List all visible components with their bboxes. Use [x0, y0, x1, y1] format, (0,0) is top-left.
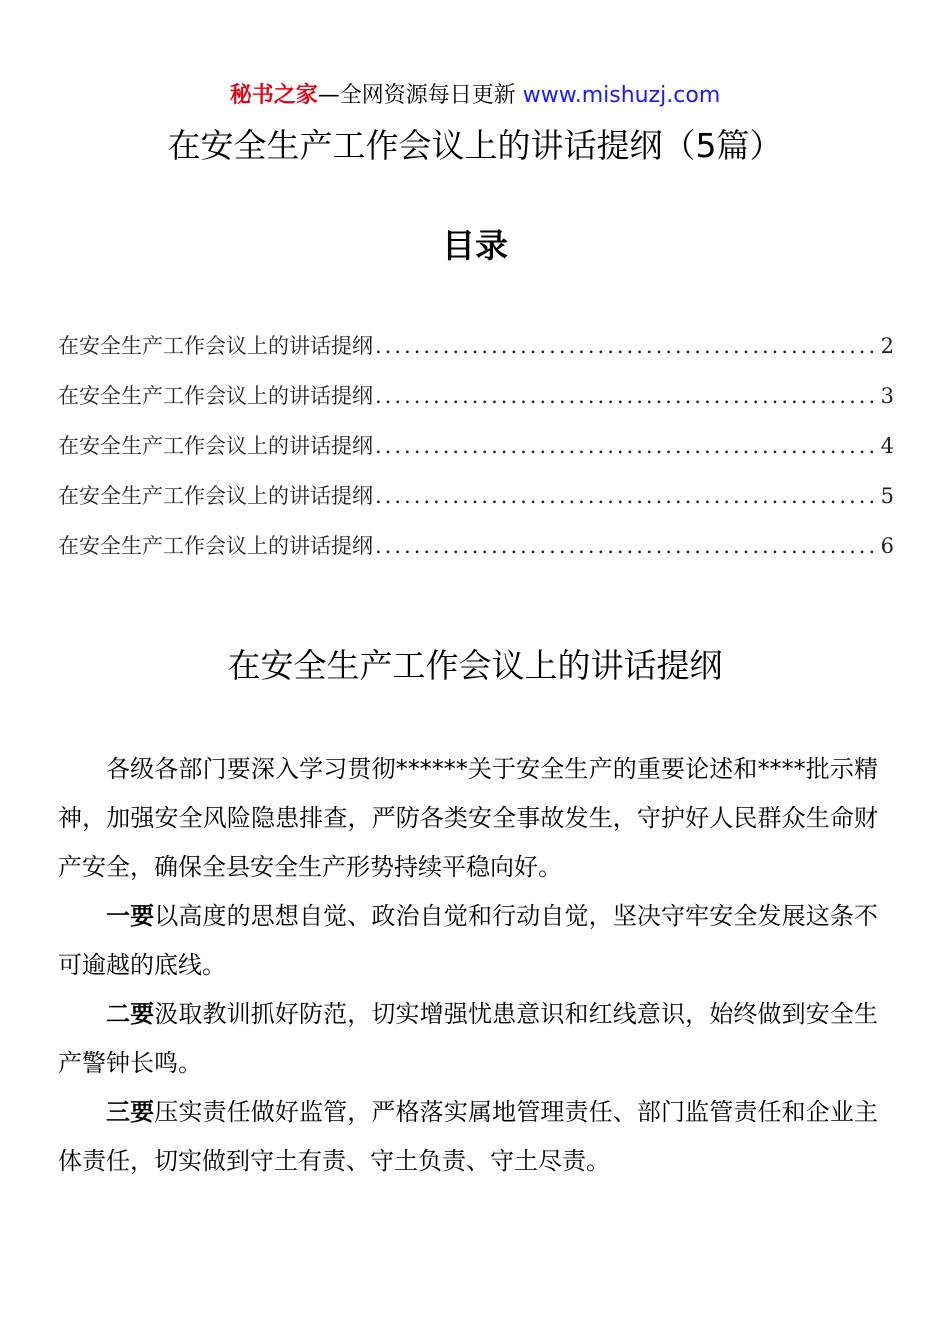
toc-entry-page: 6 [880, 534, 894, 558]
table-of-contents [58, 324, 894, 574]
toc-entry-page: 5 [880, 484, 894, 508]
toc-entry[interactable] [58, 474, 894, 524]
toc-leader-dots [375, 424, 879, 468]
point-text: 以高度的思想自觉、政治自觉和行动自觉，坚决守牢安全发展这条不可逾越的底线。 [58, 902, 879, 979]
toc-leader-dots [375, 374, 879, 418]
toc-entry[interactable] [58, 424, 894, 474]
toc-leader-dots [375, 524, 879, 568]
toc-entry-label: 在安全生产工作会议上的讲话提纲 [58, 384, 373, 408]
point-paragraph [58, 1088, 878, 1186]
toc-entry[interactable] [58, 524, 894, 574]
point-paragraph [58, 892, 878, 990]
brand-name: 秘书之家 [229, 83, 318, 108]
document-title: 在安全生产工作会议上的讲话提纲（5篇） [167, 126, 783, 165]
toc-entry-label: 在安全生产工作会议上的讲话提纲 [58, 484, 373, 508]
site-banner [0, 80, 950, 112]
point-lead: 三要 [106, 1098, 155, 1126]
section-title: 在安全生产工作会议上的讲话提纲 [227, 646, 723, 685]
point-paragraph [58, 990, 878, 1088]
point-text: 汲取教训抓好防范，切实增强忧患意识和红线意识，始终做到安全生产警钟长鸣。 [58, 1000, 879, 1077]
toc-entry-label: 在安全生产工作会议上的讲话提纲 [58, 434, 373, 458]
intro-paragraph: 各级各部门要深入学习贯彻******关于安全生产的重要论述和****批示精神，加强安全风险隐患排查，严防各类安全事故发生，守护好人民群众生命财产安全，确保全县安全生产形势持续平稳向好。 [58, 755, 878, 881]
toc-leader-dots [375, 474, 879, 518]
toc-entry-page: 2 [880, 334, 894, 358]
toc-entry-label: 在安全生产工作会议上的讲话提纲 [58, 334, 373, 358]
section-body [58, 745, 878, 1186]
site-url-link[interactable]: www.mishuzj.com [522, 83, 721, 108]
toc-entry-label: 在安全生产工作会议上的讲话提纲 [58, 534, 373, 558]
toc-heading: 目录 [442, 226, 508, 265]
point-lead: 一要 [106, 902, 155, 930]
toc-entry-page: 3 [880, 384, 894, 408]
point-lead: 二要 [106, 1000, 155, 1028]
point-text: 压实责任做好监管，严格落实属地管理责任、部门监管责任和企业主体责任，切实做到守土有责、守土负责、守土尽责。 [58, 1098, 879, 1175]
toc-entry[interactable] [58, 374, 894, 424]
toc-entry-page: 4 [880, 434, 894, 458]
toc-entry[interactable] [58, 324, 894, 374]
banner-tagline: —全网资源每日更新 [317, 83, 523, 108]
toc-leader-dots [375, 324, 879, 368]
